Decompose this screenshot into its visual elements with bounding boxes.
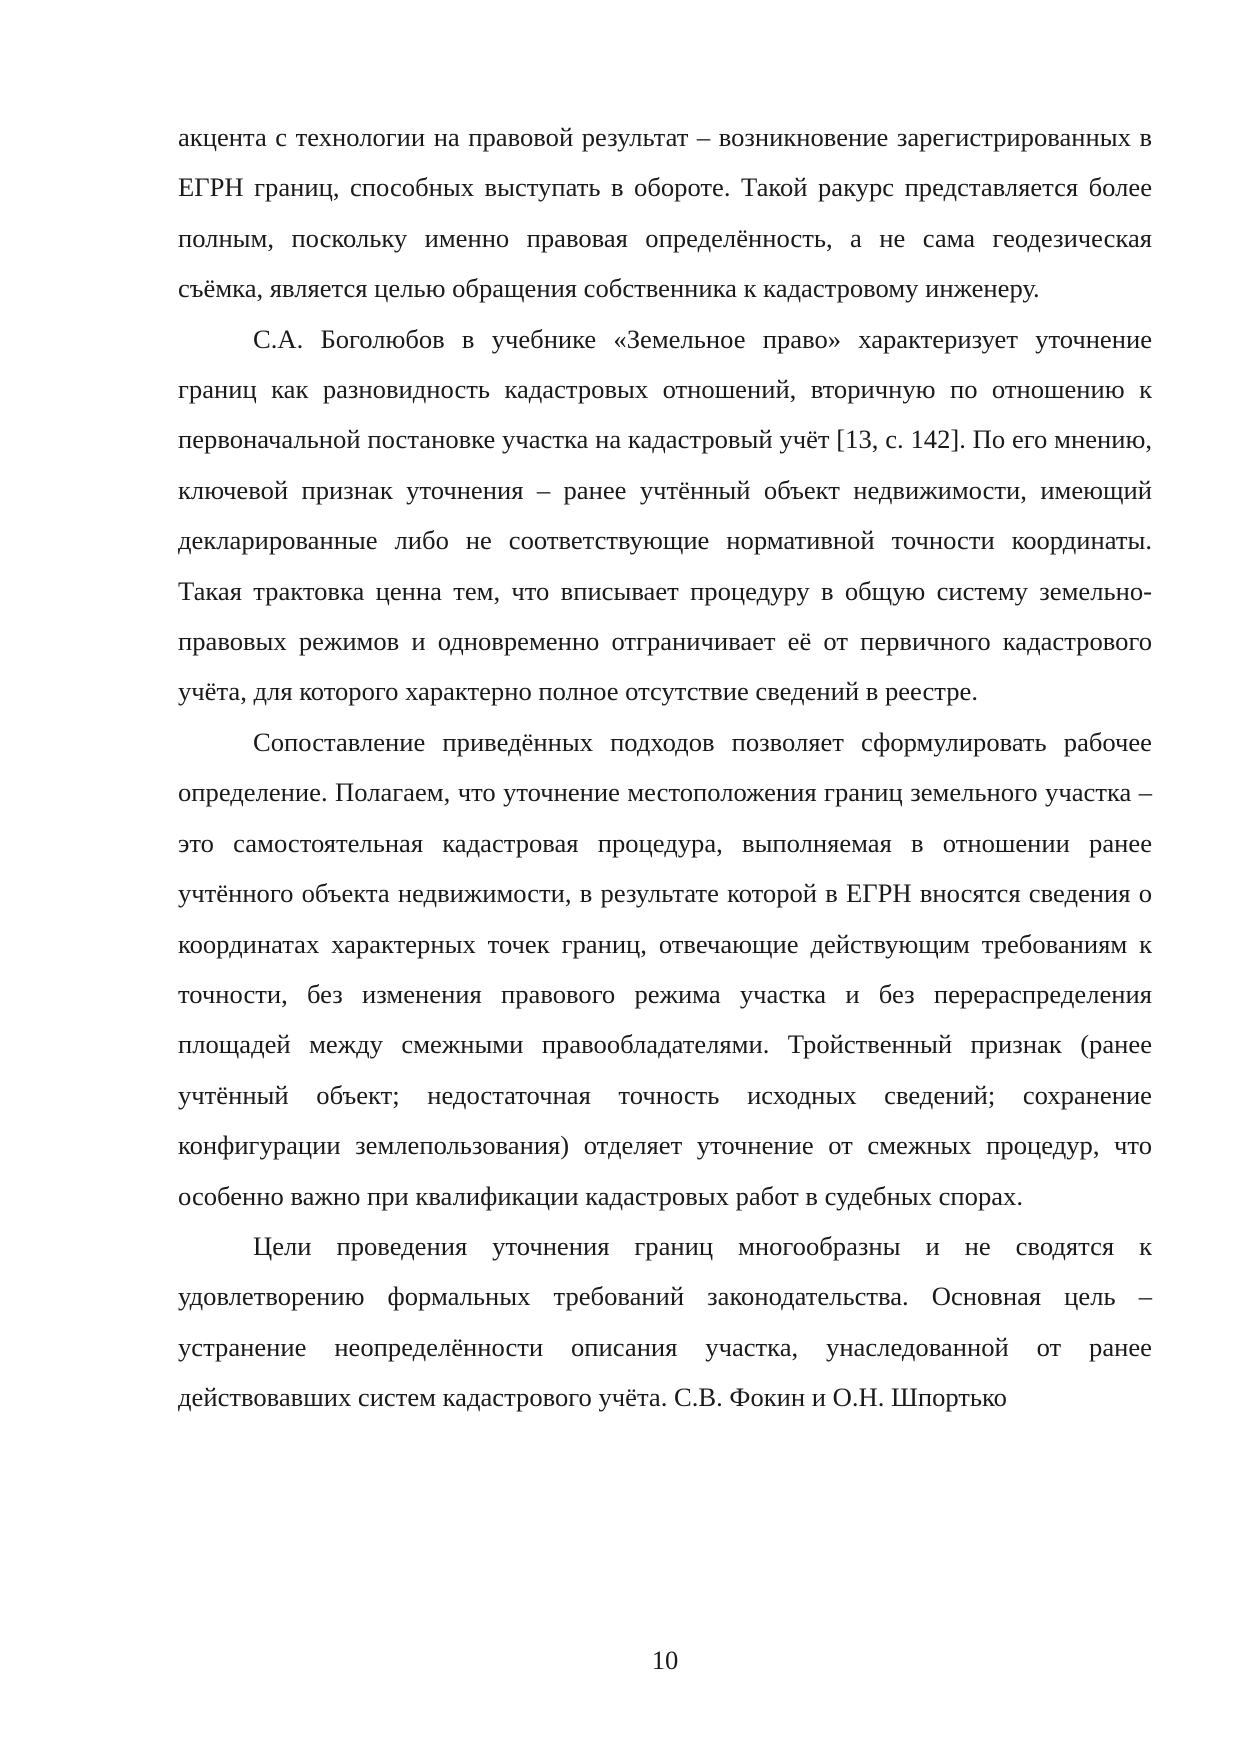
paragraph-continuation: акцента с технологии на правовой результат – возникновение зарегистрированных в ЕГРН границ, способных выступать в обороте. Такой ракурс представляется более полным, поскольку именно правовая определённость, а не сама геодезическая съёмка, является целью обращения собственника к кадастровому инженеру. bbox=[178, 122, 1152, 304]
paragraph-definition: Сопоставление приведённых подходов позволяет сформулировать рабочее определение. Полагаем, что уточнение местоположения границ земельного участка – это самостоятельная кадастровая процедура, выполняемая в отношении ранее учтённого объекта недвижимости, в результате которой в ЕГРН вносятся сведения о координатах характерных точек границ, отвечающие действующим требованиям к точности, без изменения правового режима участка и без перераспределения площадей между смежными правообладателями. Тройственный признак (ранее учтённый объект; недостаточная точность исходных сведений; сохранение конфигурации землепользования) отделяет уточнение от смежных процедур, что особенно важно при квалификации кадастровых работ в судебных спорах. bbox=[178, 726, 1152, 1211]
body-text bbox=[178, 112, 1152, 1423]
page-number: 10 bbox=[651, 1645, 679, 1675]
paragraph-goals: Цели проведения уточнения границ многообразны и не сводятся к удовлетворению формальных требований законодательства. Основная цель – устранение неопределённости описания участка, унаследованной от ранее действовавших систем кадастрового учёта. С.В. Фокин и О.Н. Шпортько bbox=[178, 1230, 1152, 1413]
paragraph-bogolyubov: С.А. Боголюбов в учебнике «Земельное право» характеризует уточнение границ как разновидность кадастровых отношений, вторичную по отношению к первоначальной постановке участка на кадастровый учёт [13, с. 142]. По его мнению, ключевой признак уточнения – ранее учтённый объект недвижимости, имеющий декларированные либо не соответствующие нормативной точности координаты. Такая трактовка ценна тем, что вписывает процедуру в общую систему земельно-правовых режимов и одновременно отграничивает её от первичного кадастрового учёта, для которого характерно полное отсутствие сведений в реестре. bbox=[178, 323, 1152, 707]
